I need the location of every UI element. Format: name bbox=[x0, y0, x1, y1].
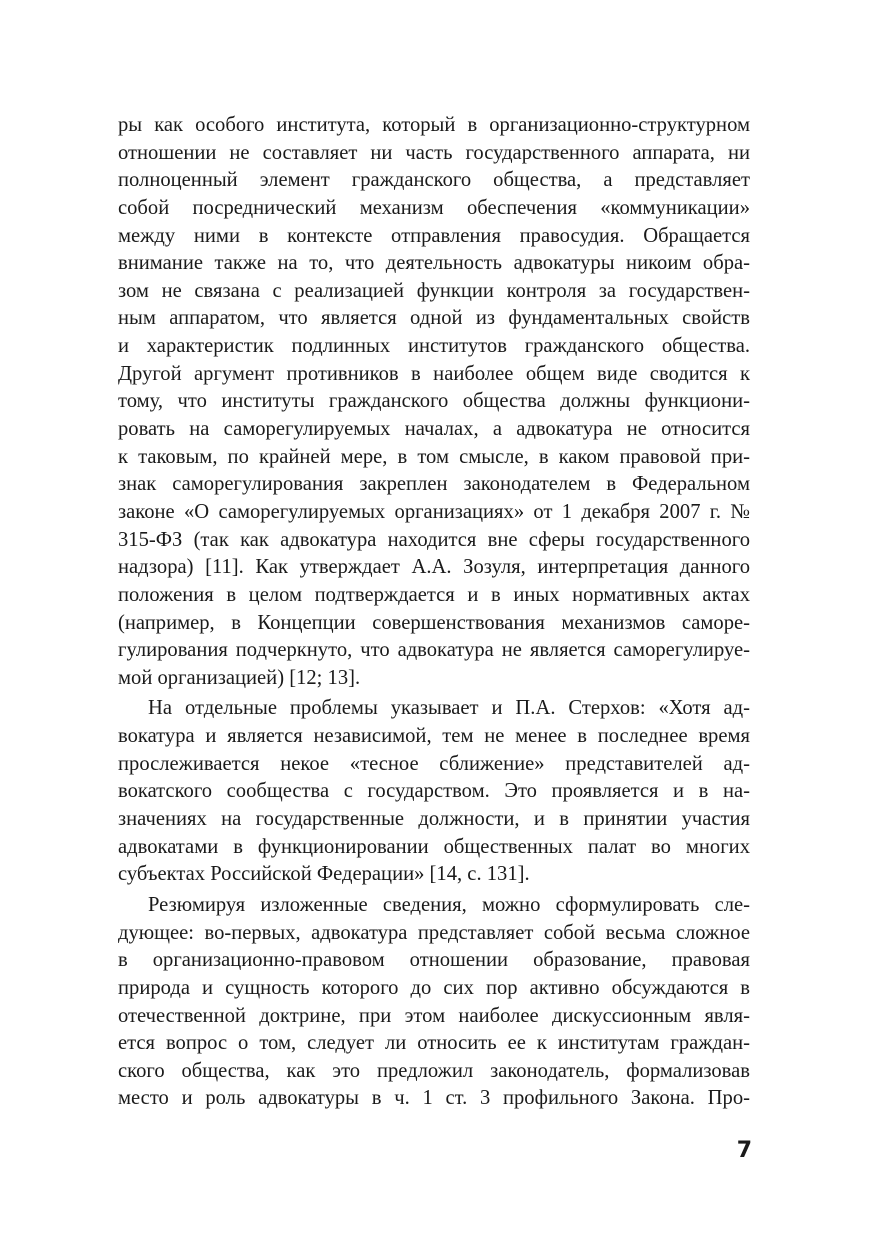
text-line: мой организацией) [12; 13]. bbox=[118, 666, 361, 689]
text-line: ровать на саморегулируемых началах, а адвокатура не относится bbox=[118, 418, 750, 441]
text-line: собой посреднический механизм обеспечения «коммуникации» bbox=[118, 196, 750, 219]
text-line: надзора) [11]. Как утверждает А.А. Зозуля, интерпретация данного bbox=[118, 556, 750, 579]
text-line: к таковым, по крайней мере, в том смысле, в каком правовой при- bbox=[118, 445, 750, 468]
text-line: гулирования подчеркнуто, что адвокатура не является саморегулируе- bbox=[118, 639, 750, 662]
text-line: законе «О саморегулируемых организациях» от 1 декабря 2007 г. № bbox=[118, 500, 750, 523]
paragraph bbox=[118, 695, 750, 888]
text-line: На отдельные проблемы указывает и П.А. Стерхов: «Хотя ад- bbox=[148, 697, 750, 720]
paragraph bbox=[118, 112, 750, 692]
text-line: (например, в Концепции совершенствования механизмов саморе- bbox=[118, 611, 750, 634]
text-line: между ними в контексте отправления правосудия. Обращается bbox=[118, 224, 750, 247]
text-line: и характеристик подлинных институтов гражданского общества. bbox=[118, 335, 750, 358]
text-line: значениях на государственные должности, и в принятии участия bbox=[118, 808, 750, 831]
text-line: Резюмируя изложенные сведения, можно сформулировать сле- bbox=[148, 893, 750, 916]
text-line: дующее: во-первых, адвокатура представляет собой весьма сложное bbox=[118, 921, 750, 944]
paragraph bbox=[118, 892, 750, 1113]
page-body bbox=[118, 112, 750, 1113]
text-line: отношении не составляет ни часть государственного аппарата, ни bbox=[118, 141, 750, 164]
text-line: знак саморегулирования закреплен законодателем в Федеральном bbox=[118, 473, 750, 496]
text-line: тому, что институты гражданского общества должны функциони- bbox=[118, 390, 750, 413]
text-line: Другой аргумент противников в наиболее общем виде сводится к bbox=[118, 362, 750, 385]
text-line: положения в целом подтверждается и в иных нормативных актах bbox=[118, 583, 750, 606]
text-line: адвокатами в функционировании общественных палат во многих bbox=[118, 835, 750, 858]
text-line: ется вопрос о том, следует ли относить ее к институтам граждан- bbox=[118, 1032, 750, 1055]
text-line: прослеживается некое «тесное сближение» представителей ад- bbox=[118, 752, 750, 775]
text-line: ского общества, как это предложил законодатель, формализовав bbox=[118, 1059, 750, 1082]
text-line: 315-ФЗ (так как адвокатура находится вне сферы государственного bbox=[118, 528, 750, 551]
text-line: место и роль адвокатуры в ч. 1 ст. 3 профильного Закона. Про- bbox=[118, 1087, 750, 1110]
text-line: внимание также на то, что деятельность адвокатуры никоим обра- bbox=[118, 252, 750, 275]
text-line: отечественной доктрине, при этом наиболее дискуссионным явля- bbox=[118, 1004, 750, 1027]
page-number: 7 bbox=[736, 1138, 752, 1163]
text-line: ным аппаратом, что является одной из фундаментальных свойств bbox=[118, 307, 750, 330]
text-line: субъектах Российской Федерации» [14, с. 131]. bbox=[118, 863, 530, 886]
text-line: зом не связана с реализацией функции контроля за государствен- bbox=[118, 279, 750, 302]
text-line: вокатского сообщества с государством. Это проявляется и в на- bbox=[118, 780, 750, 803]
text-line: ры как особого института, который в организационно-структурном bbox=[118, 114, 750, 136]
text-line: полноценный элемент гражданского общества, а представляет bbox=[118, 169, 750, 192]
text-line: природа и сущность которого до сих пор активно обсуждаются в bbox=[118, 976, 750, 999]
text-line: вокатура и является независимой, тем не менее в последнее время bbox=[118, 725, 750, 748]
text-line: в организационно-правовом отношении образование, правовая bbox=[118, 949, 750, 972]
